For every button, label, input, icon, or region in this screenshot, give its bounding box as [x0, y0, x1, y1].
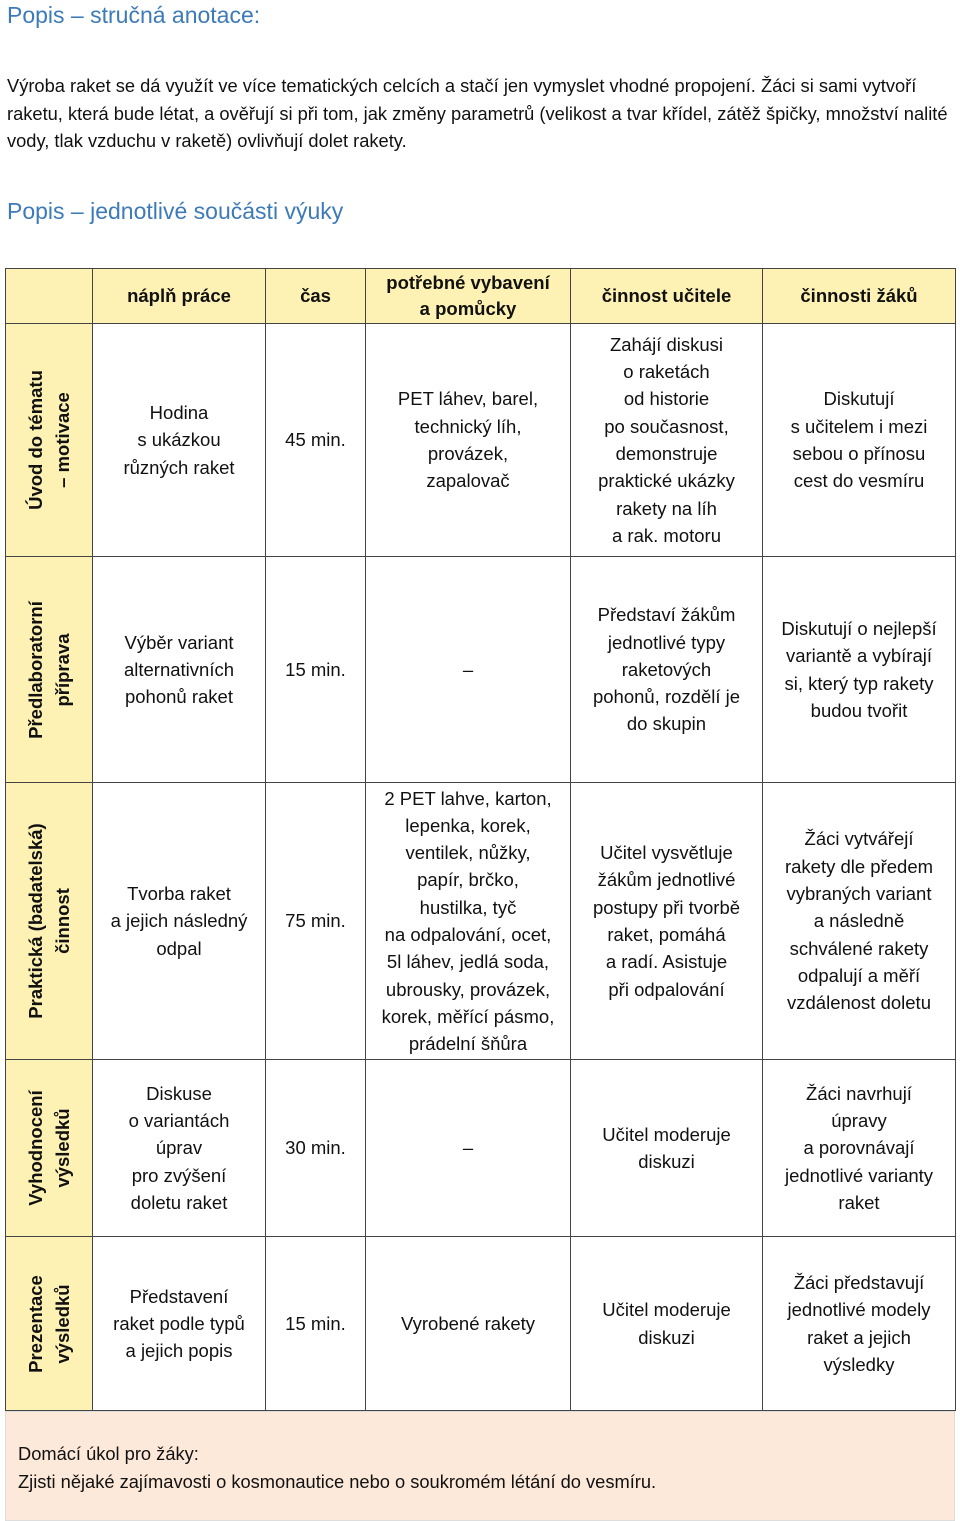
table-row	[6, 557, 956, 783]
teacher-line: do skupin	[626, 713, 707, 735]
teacher-line: postupy při tvorbě	[592, 896, 741, 918]
phase-label-line: příprava	[52, 633, 73, 707]
phase-label	[6, 1060, 93, 1237]
header-time: čas	[266, 269, 366, 324]
teacher-cell	[571, 557, 763, 783]
teacher-cell	[571, 1060, 763, 1237]
phase-label-line: Vyhodnocení	[25, 1090, 46, 1206]
equipment-cell	[366, 557, 571, 783]
equipment-line: korek, měřící pásmo,	[381, 1005, 555, 1027]
equipment-line: ventilek, nůžky,	[405, 842, 531, 864]
teacher-cell	[571, 1237, 763, 1411]
lesson-parts-heading: Popis – jednotlivé součásti výuky	[7, 198, 344, 224]
table-row	[6, 1237, 956, 1411]
students-line: Žáci navrhují	[806, 1082, 912, 1104]
content-cell	[93, 557, 266, 783]
content-line: a jejich popis	[125, 1340, 233, 1362]
content-line: alternativních	[123, 658, 235, 680]
students-line: s učitelem i mezi	[790, 415, 928, 437]
header-equipment	[366, 269, 571, 324]
equipment-line: –	[462, 658, 474, 680]
equipment-line: technický líh,	[414, 415, 522, 437]
phase-label-line: Předlaboratorní	[25, 600, 46, 739]
teacher-line: a rak. motoru	[612, 524, 721, 546]
homework-title: Domácí úkol pro žáky:	[18, 1443, 199, 1464]
teacher-line: žákům jednotlivé	[597, 869, 736, 891]
teacher-line: a radí. Asistuje	[605, 951, 728, 973]
students-line: odpalují a měří	[797, 964, 921, 986]
students-line: cest do vesmíru	[793, 470, 925, 492]
equipment-line: Vyrobené rakety	[400, 1312, 536, 1334]
phase-label-line: výsledků	[52, 1283, 73, 1364]
header-students: činnosti žáků	[763, 269, 956, 324]
teacher-line: raket, pomáhá	[607, 924, 726, 945]
teacher-line: jednotlivé typy	[607, 631, 726, 653]
content-line: Diskuse	[146, 1082, 212, 1104]
students-cell	[763, 324, 956, 557]
students-line: Diskutují	[823, 388, 895, 410]
content-line: pohonů raket	[124, 686, 233, 708]
teacher-cell	[571, 324, 763, 557]
header-equipment-line: a pomůcky	[419, 298, 517, 319]
students-line: variantě a vybírají	[785, 645, 932, 667]
equipment-line: –	[462, 1137, 474, 1159]
content-line: úprav	[155, 1137, 203, 1159]
homework-box	[5, 1411, 955, 1521]
students-line: vybraných variant	[786, 883, 932, 905]
equipment-cell	[366, 324, 571, 557]
equipment-line: na odpalování, ocet,	[384, 924, 552, 945]
students-line: Žáci vytvářejí	[804, 828, 914, 850]
equipment-cell	[366, 1060, 571, 1237]
content-line: Představení	[129, 1285, 229, 1307]
table-row	[6, 783, 956, 1060]
table-header-row	[6, 269, 956, 324]
phase-label	[6, 324, 93, 557]
equipment-line: prádelní šňůra	[408, 1033, 528, 1055]
teacher-line: pohonů, rozdělí je	[592, 686, 741, 708]
teacher-line: od historie	[623, 388, 710, 410]
teacher-cell	[571, 783, 763, 1060]
students-cell	[763, 1237, 956, 1411]
teacher-line: Zahájí diskusi	[609, 333, 724, 355]
students-line: a následně	[813, 910, 905, 932]
header-teacher: činnost učitele	[571, 269, 763, 324]
teacher-line: po současnost,	[604, 415, 729, 437]
content-line: doletu raket	[130, 1191, 228, 1213]
students-line: Žáci představují	[793, 1271, 925, 1293]
content-line: odpal	[156, 937, 202, 959]
teacher-line: Učitel moderuje	[602, 1123, 731, 1145]
students-line: schválené rakety	[789, 937, 929, 959]
header-phase	[6, 269, 93, 324]
time-cell: 75 min.	[266, 783, 366, 1060]
phase-label-text	[22, 1275, 76, 1373]
time-cell: 45 min.	[266, 324, 366, 557]
teacher-line: rakety na líh	[616, 497, 717, 519]
phase-label	[6, 1237, 93, 1411]
equipment-cell	[366, 1237, 571, 1411]
equipment-cell	[366, 783, 571, 1060]
content-cell	[93, 783, 266, 1060]
content-line: a jejich následný	[110, 910, 248, 932]
phase-label-line: Úvod do tématu	[25, 370, 46, 510]
teacher-line: demonstruje	[615, 443, 718, 464]
equipment-line: zapalovač	[426, 470, 510, 492]
teacher-line: diskuzi	[638, 1151, 695, 1172]
teacher-line: Představí žákům	[597, 604, 736, 626]
equipment-line: 5l láhev, jedlá soda,	[386, 951, 550, 973]
students-line: jednotlivé modely	[787, 1299, 931, 1321]
students-line: raket a jejich	[807, 1326, 911, 1348]
content-line: pro zvýšení	[131, 1164, 227, 1186]
students-line: rakety dle předem	[784, 855, 934, 877]
content-line: Hodina	[149, 402, 209, 424]
students-cell	[763, 557, 956, 783]
table-row	[6, 324, 956, 557]
students-line: vzdálenost doletu	[787, 992, 931, 1014]
content-cell	[93, 1237, 266, 1411]
phase-label-text	[22, 1090, 76, 1205]
students-line: výsledky	[823, 1353, 895, 1375]
equipment-line: provázek,	[427, 443, 509, 464]
table-row	[6, 1060, 956, 1237]
time-cell: 15 min.	[266, 1237, 366, 1411]
phase-label-line: výsledků	[52, 1108, 73, 1188]
lesson-table	[5, 268, 956, 1411]
phase-label-text	[22, 370, 76, 510]
content-line: raket podle typů	[113, 1312, 245, 1334]
phase-label-line: činnost	[52, 888, 73, 954]
teacher-line: diskuzi	[638, 1326, 695, 1348]
content-line: s ukázkou	[137, 429, 221, 451]
students-line: úpravy	[831, 1110, 887, 1132]
content-cell	[93, 324, 266, 557]
teacher-line: Učitel vysvětluje	[600, 842, 733, 864]
phase-label	[6, 557, 93, 783]
students-line: jednotlivé varianty	[784, 1164, 934, 1186]
students-line: si, který typ rakety	[784, 672, 934, 694]
content-line: o variantách	[128, 1110, 230, 1132]
students-line: budou tvořit	[810, 699, 908, 721]
phase-label-text	[22, 601, 76, 739]
equipment-line: PET láhev, barel,	[397, 388, 539, 410]
phase-label-line: Prezentace	[25, 1274, 46, 1373]
teacher-line: praktické ukázky	[598, 470, 735, 492]
content-cell	[93, 1060, 266, 1237]
students-line: raket	[838, 1191, 880, 1213]
teacher-line: Učitel moderuje	[602, 1299, 731, 1321]
header-content: náplň práce	[93, 269, 266, 324]
annotation-heading: Popis – stručná anotace:	[7, 2, 261, 28]
students-line: Diskutují o nejlepší	[781, 617, 937, 639]
students-line: a porovnávají	[803, 1137, 915, 1159]
students-line: sebou o přínosu	[792, 443, 926, 464]
equipment-line: papír, brčko,	[417, 869, 519, 891]
time-cell: 30 min.	[266, 1060, 366, 1237]
equipment-line: lepenka, korek,	[405, 814, 531, 836]
annotation-paragraph: Výroba raket se dá využít ve více tematických celcích a stačí jen vymyslet vhodné propojení. Žáci si sami vytvoří raketu, která bude létat, a ověřují si při tom, jak změny parametrů (velikost a tvar křídel, zátěž špičky, množství nalité vody, tlak vzduchu v raketě) ovlivňují dolet rakety.	[7, 75, 948, 151]
phase-label-line: Praktická (badatelská)	[25, 823, 46, 1019]
phase-label	[6, 783, 93, 1060]
students-cell	[763, 783, 956, 1060]
content-line: Tvorba raket	[127, 883, 231, 905]
equipment-line: 2 PET lahve, karton,	[384, 787, 552, 809]
equipment-line: hustilka, tyč	[419, 896, 517, 918]
students-cell	[763, 1060, 956, 1237]
content-line: různých raket	[123, 456, 235, 478]
time-cell: 15 min.	[266, 557, 366, 783]
teacher-line: o raketách	[623, 361, 710, 383]
header-equipment-line: potřebné vybavení	[386, 272, 550, 293]
teacher-line: při odpalování	[608, 978, 725, 1000]
phase-label-text	[22, 823, 76, 1018]
teacher-line: raketových	[621, 658, 712, 680]
phase-label-line: – motivace	[52, 392, 73, 488]
content-line: Výběr variant	[124, 631, 234, 653]
equipment-line: ubrousky, provázek,	[385, 978, 551, 1000]
homework-text: Zjisti nějaké zajímavosti o kosmonautice nebo o soukromém létání do vesmíru.	[18, 1470, 657, 1492]
